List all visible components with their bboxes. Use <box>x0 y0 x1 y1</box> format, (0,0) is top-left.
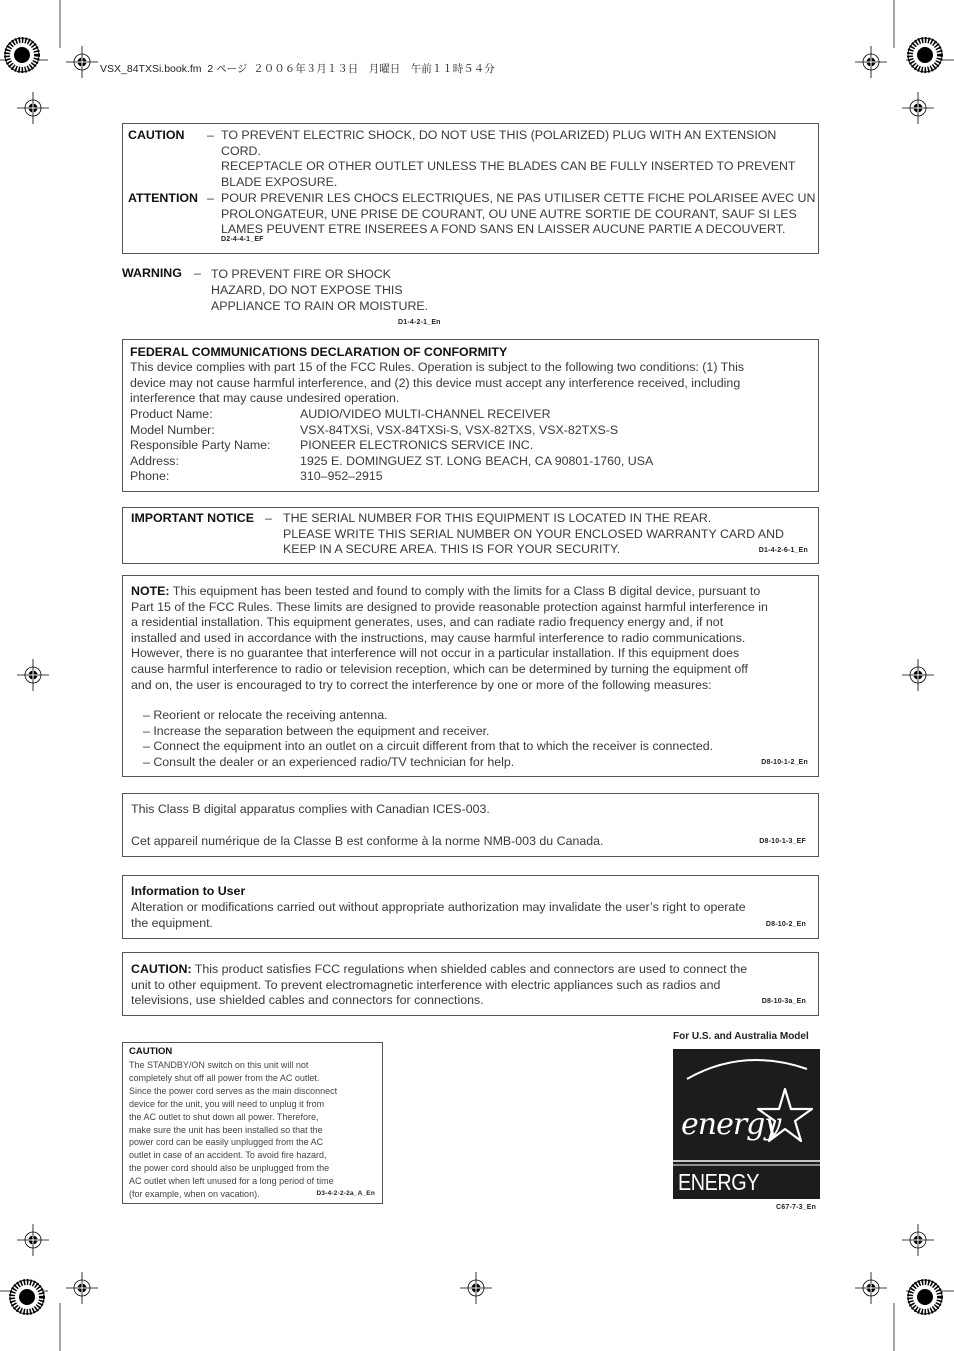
caution-line: RECEPTACLE OR OTHER OUTLET UNLESS THE BLADES CAN BE FULLY INSERTED TO PREVENT <box>221 159 796 174</box>
fcc-row-value: VSX-84TXSi, VSX-84TXSi-S, VSX-82TXS, VSX-82TXS-S <box>300 422 619 437</box>
fcc-declaration-box <box>122 339 819 492</box>
note-measures-list <box>143 708 713 770</box>
standby-caution-line: The STANDBY/ON switch on this unit will not <box>129 1060 309 1070</box>
fcc-body <box>130 360 744 407</box>
caution-box-code: D2-4-4-1_EF <box>221 236 264 243</box>
warning-dash: – <box>194 266 201 280</box>
standby-caution-line: (for example, when on vacation). <box>129 1189 260 1200</box>
canada-ices-box <box>122 793 819 857</box>
fcc-body-line: interference that may cause undesired operation. <box>130 391 400 406</box>
caution-label: CAUTION <box>128 128 185 142</box>
caution2-label: CAUTION: <box>131 962 192 976</box>
fcc-details-table <box>130 407 810 485</box>
fcc-row-address <box>130 454 810 470</box>
standby-caution-line: outlet in case of an accident. To avoid fire hazard, <box>129 1150 327 1161</box>
fcc-row-phone <box>130 469 810 485</box>
caution2-line: unit to other equipment. To prevent electromagnetic interference with electric appliances such as radios and <box>131 977 721 992</box>
caution2-line: This product satisfies FCC regulations when shielded cables and connectors are used to connect the <box>191 962 748 976</box>
list-item: – Reorient or relocate the receiving antenna. <box>143 708 388 722</box>
attention-line: PROLONGATEUR, UNE PRISE DE COURANT, OU UNE AUTRE SORTIE DE COURANT, SAUF SI LES <box>221 206 797 221</box>
warning-code: D1-4-2-1_En <box>398 319 441 326</box>
important-notice-code: D1-4-2-6-1_En <box>758 547 808 554</box>
information-to-user-box <box>122 875 819 939</box>
attention-line: POUR PREVENIR LES CHOCS ELECTRIQUES, NE PAS UTILISER CETTE FICHE POLARISEE AVEC UN <box>221 191 816 205</box>
canada-french-text: Cet appareil numérique de la Classe B est conforme à la norme NMB-003 du Canada. <box>131 834 604 848</box>
standby-caution-line: power cord can be easily unplugged from the AC <box>129 1137 324 1148</box>
note-label: NOTE: <box>131 584 170 598</box>
fcc-row-label: Product Name: <box>130 407 213 421</box>
standby-caution-code: D3-4-2-2-2a_A_En <box>316 1190 375 1197</box>
standby-caution-line: AC outlet when left unused for a long period of time <box>129 1176 334 1187</box>
energy-star-code: C67-7-3_En <box>776 1204 817 1211</box>
standby-caution-line: device for the unit, you will need to unplug it from <box>129 1098 325 1109</box>
fcc-row-label: Address: <box>130 453 179 468</box>
fcc-note-box <box>122 575 819 777</box>
energy-star-script: energy <box>681 1107 781 1142</box>
caution2-line: televisions, use shielded cables and connectors for connections. <box>131 993 484 1008</box>
caution2-code: D8-10-3a_En <box>761 998 806 1005</box>
important-notice-line: PLEASE WRITE THIS SERIAL NUMBER ON YOUR ENCLOSED WARRANTY CARD AND <box>283 526 784 541</box>
canada-code: D8-10-1-3_EF <box>759 838 806 845</box>
fcc-row-label: Phone: <box>130 469 170 484</box>
fcc-row-party <box>130 438 810 454</box>
note-line: However, there is no guarantee that interference will not occur in a particular installation. If this equipment does <box>131 646 740 661</box>
warning-line: HAZARD, DO NOT EXPOSE THIS <box>211 283 403 298</box>
canada-english-text: This Class B digital apparatus complies with Canadian ICES-003. <box>131 802 490 816</box>
standby-caution-line: the power cord should also be unplugged from the <box>129 1163 330 1174</box>
file-info-header: VSX_84TXSi.book.fm 2 ページ ２００６年３月１３日 月曜日 午前１１時５４分 <box>100 63 495 75</box>
fcc-row-product <box>130 407 810 423</box>
important-notice-dash: – <box>265 511 272 525</box>
note-code: D8-10-1-2_En <box>761 759 808 766</box>
info-user-text <box>131 900 746 931</box>
list-item: – Increase the separation between the equipment and receiver. <box>143 723 490 738</box>
note-text <box>131 584 815 693</box>
note-line: cause harmful interference to radio or television reception, which can be determined by turning the equipment off <box>131 661 748 676</box>
energy-star-model-note: For U.S. and Australia Model <box>673 1031 809 1042</box>
attention-dash: – <box>207 191 214 205</box>
standby-caution-box <box>122 1042 383 1204</box>
attention-label: ATTENTION <box>128 191 198 205</box>
note-line: and on, the user is encouraged to try to correct the interference by one or more of the following measures: <box>131 677 712 692</box>
warning-line: APPLIANCE TO RAIN OR MOISTURE. <box>211 299 429 314</box>
caution-line: CORD. <box>221 143 261 158</box>
standby-caution-title: CAUTION <box>129 1046 173 1057</box>
caution2-text <box>131 962 815 1009</box>
important-notice-label: IMPORTANT NOTICE <box>131 511 254 525</box>
note-line: Part 15 of the FCC Rules. These limits are designed to provide reasonable protection against harmful interference in <box>131 599 768 614</box>
info-user-code: D8-10-2_En <box>765 921 806 928</box>
warning-label: WARNING <box>122 266 182 280</box>
fcc-row-label: Responsible Party Name: <box>130 438 271 453</box>
standby-caution-line: completely shut off all power from the AC outlet. <box>129 1072 320 1083</box>
important-notice-line: THE SERIAL NUMBER FOR THIS EQUIPMENT IS LOCATED IN THE REAR. <box>283 511 712 525</box>
fcc-row-value: 310–952–2915 <box>300 469 383 484</box>
fcc-row-label: Model Number: <box>130 422 215 437</box>
fcc-body-line: device may not cause harmful interference, and (2) this device must accept any interference received, including <box>130 375 741 390</box>
info-user-title: Information to User <box>131 884 246 898</box>
fcc-row-value: PIONEER ELECTRONICS SERVICE INC. <box>300 438 534 453</box>
warning-text <box>211 266 428 315</box>
important-notice-text <box>283 511 784 558</box>
caution-line: TO PREVENT ELECTRIC SHOCK, DO NOT USE THIS (POLARIZED) PLUG WITH AN EXTENSION <box>221 128 777 142</box>
shielded-cables-caution-box <box>122 952 819 1016</box>
caution-text <box>221 128 795 190</box>
caution-dash: – <box>207 128 214 142</box>
fcc-title: FEDERAL COMMUNICATIONS DECLARATION OF CONFORMITY <box>130 345 508 359</box>
fcc-row-value: AUDIO/VIDEO MULTI-CHANNEL RECEIVER <box>300 407 551 421</box>
info-user-line: Alteration or modifications carried out without appropriate authorization may invalidate the user’s right to operate <box>131 900 746 914</box>
caution-attention-box <box>122 123 819 254</box>
note-line: a residential installation. This equipment generates, uses, and can radiate radio frequency energy and, if not <box>131 615 724 630</box>
attention-text <box>221 191 815 238</box>
warning-line: TO PREVENT FIRE OR SHOCK <box>211 267 391 281</box>
important-notice-line: KEEP IN A SECURE AREA. THIS IS FOR YOUR SECURITY. <box>283 542 621 557</box>
standby-caution-line: the AC outlet to shut down all power. Therefore, <box>129 1111 319 1122</box>
energy-star-label: ENERGY STAR <box>678 1169 759 1222</box>
caution-line: BLADE EXPOSURE. <box>221 174 338 189</box>
standby-caution-text <box>129 1059 337 1201</box>
fcc-row-value: 1925 E. DOMINGUEZ ST. LONG BEACH, CA 90801-1760, USA <box>300 453 654 468</box>
important-notice-box <box>122 507 819 564</box>
note-line: installed and used in accordance with the instructions, may cause harmful interference to radio communications. <box>131 630 746 645</box>
fcc-body-line: This device complies with part 15 of the FCC Rules. Operation is subject to the following two conditions: (1) This <box>130 360 745 374</box>
standby-caution-line: make sure the unit has been installed so that the <box>129 1124 323 1135</box>
list-item: – Consult the dealer or an experienced radio/TV technician for help. <box>143 754 515 769</box>
standby-caution-line: Since the power cord serves as the main disconnect <box>129 1085 338 1096</box>
fcc-row-model <box>130 423 810 439</box>
note-line: This equipment has been tested and found to comply with the limits for a Class B digital device, pursuant to <box>169 584 761 598</box>
attention-line: LAMES PEUVENT ETRE INSEREES A FOND SANS EN LAISSER AUCUNE PARTIE A DECOUVERT. <box>221 222 786 237</box>
list-item: – Connect the equipment into an outlet on a circuit different from that to which the receiver is connected. <box>143 739 714 754</box>
info-user-line: the equipment. <box>131 915 213 930</box>
